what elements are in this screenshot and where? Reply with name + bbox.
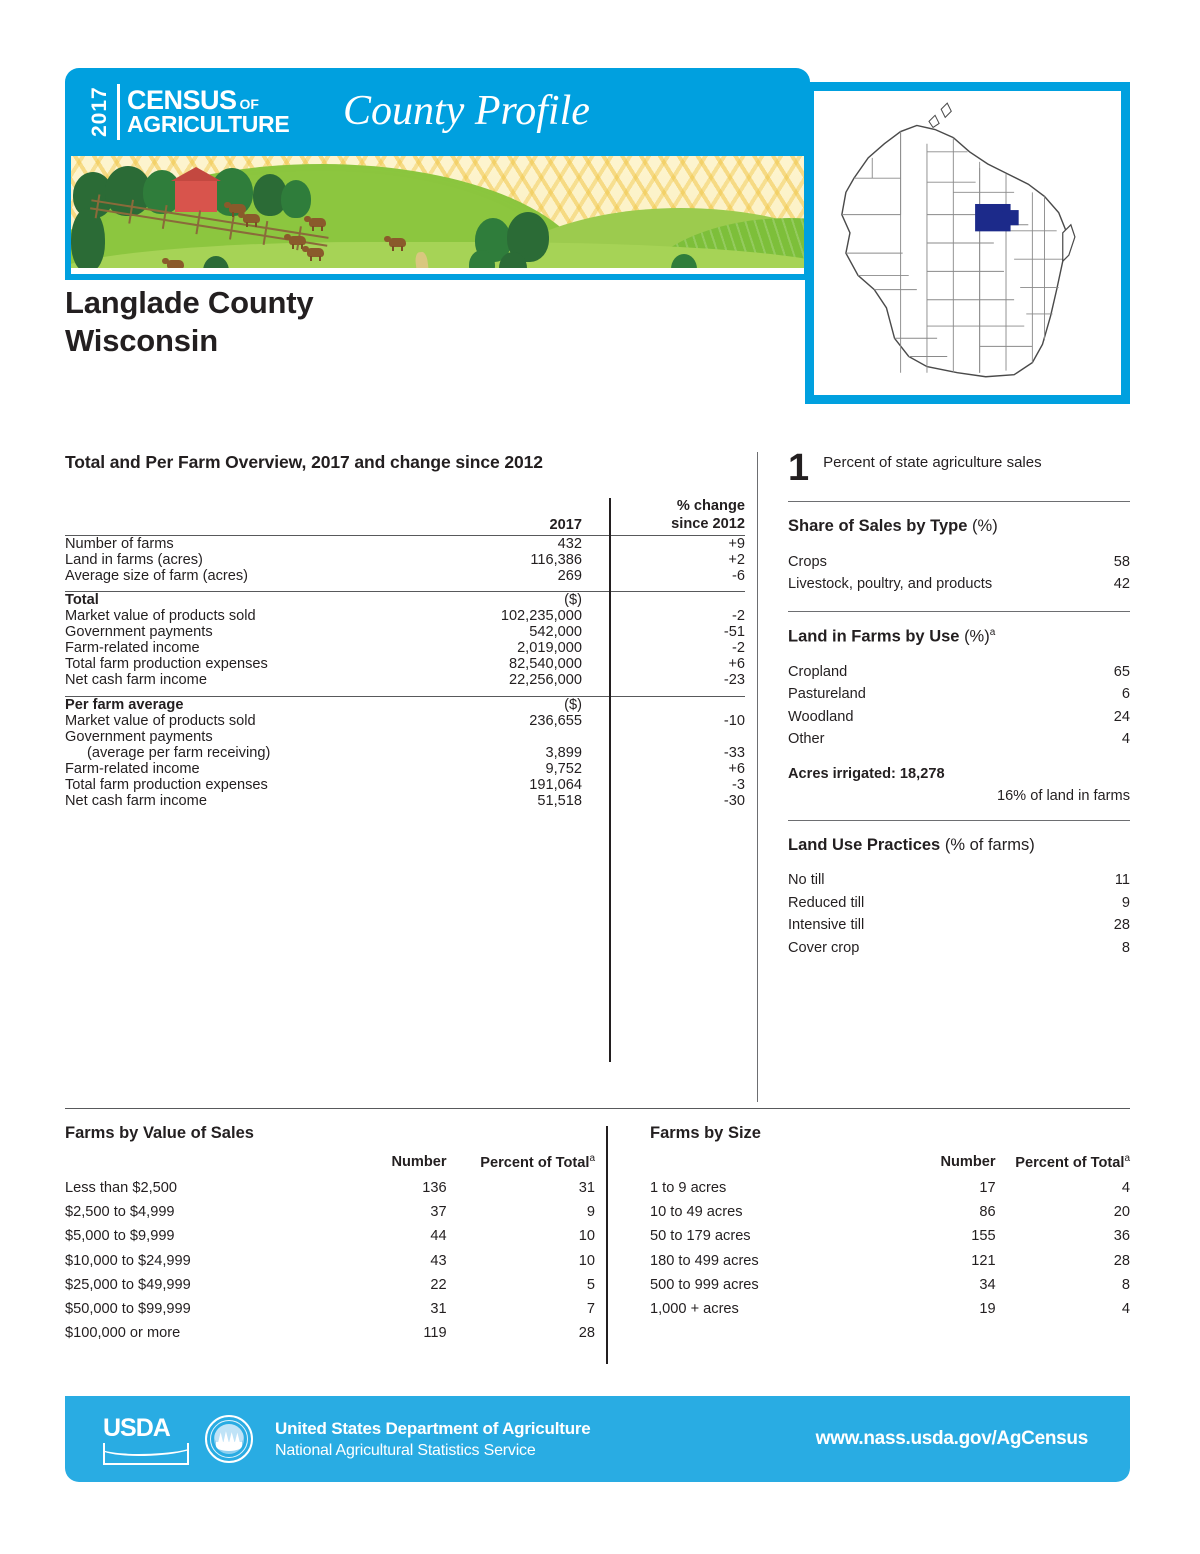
- divider: [788, 501, 1130, 502]
- list-item: Woodland 24: [788, 708, 1130, 725]
- land-use-practices-heading: Land Use Practices (% of farms): [788, 836, 1035, 855]
- list-item: Cropland 65: [788, 663, 1130, 680]
- table-row: Government payments: [65, 728, 213, 745]
- header: [65, 68, 1130, 280]
- list-item: Livestock, poultry, and products 42: [788, 576, 1130, 592]
- column-header-number: Number: [940, 1153, 996, 1170]
- table-row: 180 to 499 acres 121 28: [650, 1252, 1130, 1269]
- table-row: Net cash farm income 22,256,000 -23: [65, 672, 745, 688]
- table-row: $25,000 to $49,999 22 5: [65, 1276, 595, 1293]
- list-item: Reduced till 9: [788, 894, 1130, 911]
- land-in-farms-list: [788, 661, 1130, 751]
- table-row: Government payments 542,000 -51: [65, 624, 745, 640]
- farms-by-size-table: [650, 1124, 1130, 1321]
- column-header-number: Number: [391, 1153, 447, 1170]
- table-row: 1 to 9 acres 17 4: [650, 1179, 1130, 1196]
- table-row: Market value of products sold 102,235,000 -2: [65, 608, 745, 624]
- logo-wordmark: [127, 84, 289, 140]
- sidebar-divider: [757, 452, 758, 1102]
- land-in-farms-heading: Land in Farms by Use (%)$^a$: [788, 627, 996, 646]
- table-row: $2,500 to $4,999 37 9: [65, 1204, 595, 1221]
- footer-department: United States Department of Agriculture: [275, 1418, 591, 1438]
- profile-title: County Profile: [343, 88, 590, 134]
- list-item: Other 4: [788, 731, 1130, 747]
- table-row: Land in farms (acres) 116,386 +2: [65, 551, 745, 568]
- list-item: Crops 58: [788, 553, 1130, 570]
- header-banner: [65, 68, 810, 280]
- table-row: 500 to 999 acres 34 8: [650, 1276, 1130, 1293]
- overview-table: [65, 498, 745, 809]
- state-sales-label: Percent of state agriculture sales: [823, 454, 1042, 471]
- cow-icon: [307, 248, 324, 257]
- section-header-per-farm: Per farm average ($): [65, 696, 582, 713]
- state-map-canvas: [814, 91, 1121, 395]
- divider: [788, 611, 1130, 612]
- overview-column-divider: [609, 498, 611, 1062]
- list-item: Cover crop 8: [788, 939, 1130, 956]
- table-row: Net cash farm income 51,518 -30: [65, 792, 745, 809]
- usda-logo: [103, 1416, 191, 1462]
- sidebar: [788, 447, 1130, 959]
- table-row: 1,000 + acres 19 4: [650, 1300, 1130, 1317]
- overview-table-header: [65, 498, 745, 533]
- table-row: Farm-related income 9,752 +6: [65, 760, 745, 777]
- land-use-practices-list: [788, 869, 1130, 959]
- column-header-percent: Percent of Total$^a$: [1015, 1153, 1130, 1171]
- census-year: 2017: [88, 86, 111, 138]
- footer-url[interactable]: www.nass.usda.gov/AgCensus: [815, 1428, 1088, 1449]
- table-row: Total farm production expenses 191,064 -3: [65, 776, 745, 793]
- state-sales-stat: [788, 447, 1130, 489]
- table-row: Total farm production expenses 82,540,000 +6: [65, 656, 745, 672]
- farms-by-value-table: [65, 1124, 595, 1345]
- cow-icon: [289, 236, 306, 245]
- logo-divider: [117, 84, 120, 140]
- cow-icon: [309, 218, 326, 227]
- table-row: $50,000 to $99,999 31 7: [65, 1300, 595, 1317]
- table-row: Number of farms 432 +9: [65, 535, 745, 552]
- overview-heading: Total and Per Farm Overview, 2017 and change since 2012: [65, 452, 543, 472]
- column-header-change: % change since 2012: [671, 498, 745, 532]
- table-row: Less than $2,500 136 31: [65, 1179, 595, 1196]
- section-header-total: Total ($): [65, 592, 582, 608]
- table-row: Farm-related income 2,019,000 -2: [65, 640, 745, 656]
- table-row: $100,000 or more 119 28: [65, 1325, 595, 1342]
- table-row: $10,000 to $24,999 43 10: [65, 1252, 595, 1269]
- census-word: [127, 84, 289, 115]
- tree-icon: [281, 180, 311, 218]
- list-item: Intensive till 28: [788, 917, 1130, 934]
- usda-wordmark: USDA: [103, 1414, 170, 1442]
- list-item: No till 11: [788, 872, 1130, 889]
- table-row: (average per farm receiving) 3,899 -33: [87, 744, 745, 761]
- brand-bar: [65, 68, 810, 156]
- page-title: [65, 284, 313, 361]
- column-header-2017: 2017: [549, 517, 582, 533]
- table-header: [650, 1153, 1130, 1176]
- state-sales-percent: 1: [788, 447, 810, 489]
- cow-icon: [389, 238, 406, 247]
- of-text: OF: [239, 95, 259, 112]
- usda-swoosh-icon: [103, 1443, 189, 1465]
- acres-irrigated-share: 16% of land in farms: [996, 788, 1130, 805]
- bottom-tables-divider: [606, 1126, 608, 1364]
- table-row: $5,000 to $9,999 44 10: [65, 1228, 595, 1245]
- agriculture-counts-seal-icon: [205, 1415, 253, 1463]
- table-header: [65, 1153, 595, 1176]
- cow-icon: [243, 214, 260, 223]
- footer: [65, 1396, 1130, 1482]
- acres-irrigated: Acres irrigated: 18,278: [788, 766, 945, 783]
- footer-agency: [275, 1419, 591, 1460]
- share-of-sales-heading: Share of Sales by Type (%): [788, 517, 998, 536]
- list-item: Pastureland 6: [788, 686, 1130, 703]
- state-map: [805, 82, 1130, 404]
- state-name: Wisconsin: [65, 323, 218, 359]
- census-logo: [87, 84, 289, 140]
- census-text: CENSUS: [127, 84, 237, 115]
- table-row: Market value of products sold 236,655 -10: [65, 712, 745, 729]
- county-name: Langlade County: [65, 285, 314, 320]
- table-row: 10 to 49 acres 86 20: [650, 1204, 1130, 1221]
- table-row: Average size of farm (acres) 269 -6: [65, 567, 745, 584]
- table-row: 50 to 179 acres 155 36: [650, 1228, 1130, 1245]
- footer-service: National Agricultural Statistics Service: [275, 1441, 536, 1459]
- farms-by-value-title: Farms by Value of Sales: [65, 1124, 254, 1142]
- column-header-percent: Percent of Total$^a$: [480, 1153, 595, 1171]
- divider: [788, 820, 1130, 821]
- share-of-sales-list: [788, 550, 1130, 595]
- agriculture-text: AGRICULTURE: [127, 111, 290, 138]
- farms-by-size-title: Farms by Size: [650, 1124, 761, 1142]
- divider: [65, 1108, 1130, 1109]
- farm-landscape-illustration: [71, 156, 804, 274]
